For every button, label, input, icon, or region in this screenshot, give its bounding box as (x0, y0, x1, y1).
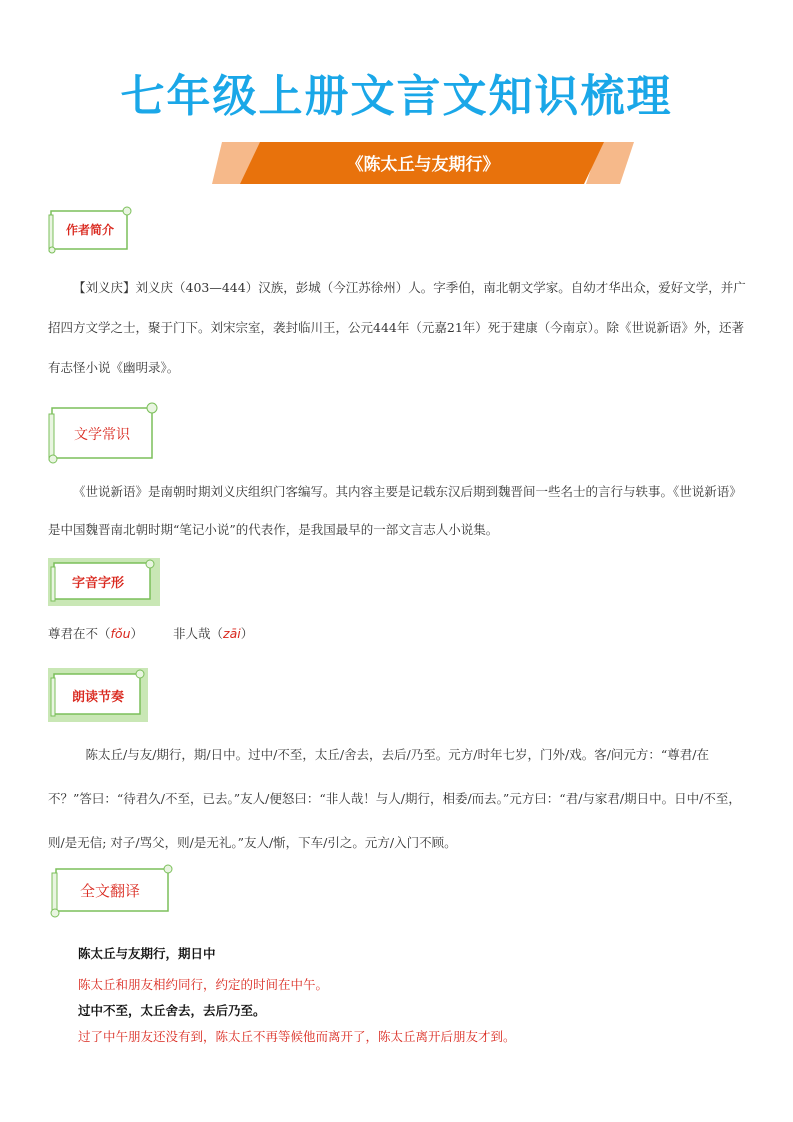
section-heading-literature (48, 402, 158, 464)
section-heading-rhythm (48, 668, 148, 722)
section-heading-author (48, 206, 132, 254)
section-heading-pronunciation (48, 558, 160, 606)
pronunciation-item: 尊君在不（fǒu） (48, 626, 147, 641)
original-line: 陈太丘与友期行，期日中 (78, 946, 216, 961)
original-line: 过中不至，太丘舍去，去后乃至。 (78, 1003, 266, 1018)
pronunciation-list (48, 624, 253, 642)
section-label: 文学常识 (74, 427, 130, 443)
author-paragraph (48, 268, 748, 388)
rhythm-paragraph (48, 733, 748, 865)
word: 尊君在不 (48, 626, 99, 641)
pronunciation-item: 非人哉（zāi） (172, 626, 254, 641)
pinyin: fǒu (110, 626, 131, 641)
page-title: 七年级上册文言文知识梳理 (120, 71, 673, 122)
author-text: 【刘义庆】刘义庆（403—444）汉族，彭城（今江苏徐州）人。字季伯，南北朝文学家。自幼才华出众，爱好文学，并广招四方文学之士，聚于门下。刘宋宗室，袭封临川王，公元444年（元嘉21年）死于建康（今南京）。除《世说新语》外，还著有志怪小说《幽明录》。 (48, 280, 746, 375)
section-heading-translation (50, 864, 174, 918)
translation-line: 陈太丘和朋友相约同行，约定的时间在中午。 (78, 977, 329, 992)
literature-paragraph (48, 473, 748, 549)
subtitle-banner (212, 142, 634, 184)
section-label: 朗读节奏 (72, 690, 125, 705)
banner-title: 《陈太丘与友期行》 (346, 155, 500, 175)
section-label: 字音字形 (72, 576, 125, 591)
section-label: 全文翻译 (80, 882, 141, 900)
word: 非人哉 (172, 626, 211, 641)
rhythm-text: 陈太丘/与友/期行，期/日中。过中/不至，太丘/舍去，去后/乃至。元方/时年七岁，门外/戏。客/问元方：“尊君/在不？”答曰：“待君久/不至，已去。”友人/便怒曰：“非人哉！与人/期行，相委/而去。”元方曰：“君/与家君/期日中。日中/不至，则/是无信; 对子/骂父，则/是无礼。”友人/惭，下车/引之。元方/入门不顾。 (48, 747, 741, 850)
pinyin: zāi (223, 626, 241, 641)
translation-line: 过了中午朋友还没有到，陈太丘不再等候他而离开了，陈太丘离开后朋友才到。 (78, 1029, 516, 1044)
literature-text: 《世说新语》是南朝时期刘义庆组织门客编写。其内容主要是记载东汉后期到魏晋间一些名士的言行与轶事。《世说新语》是中国魏晋南北朝时期“笔记小说”的代表作，是我国最早的一部文言志人小说集。 (48, 484, 742, 537)
translation-block (78, 942, 758, 1052)
section-label: 作者简介 (66, 223, 115, 237)
